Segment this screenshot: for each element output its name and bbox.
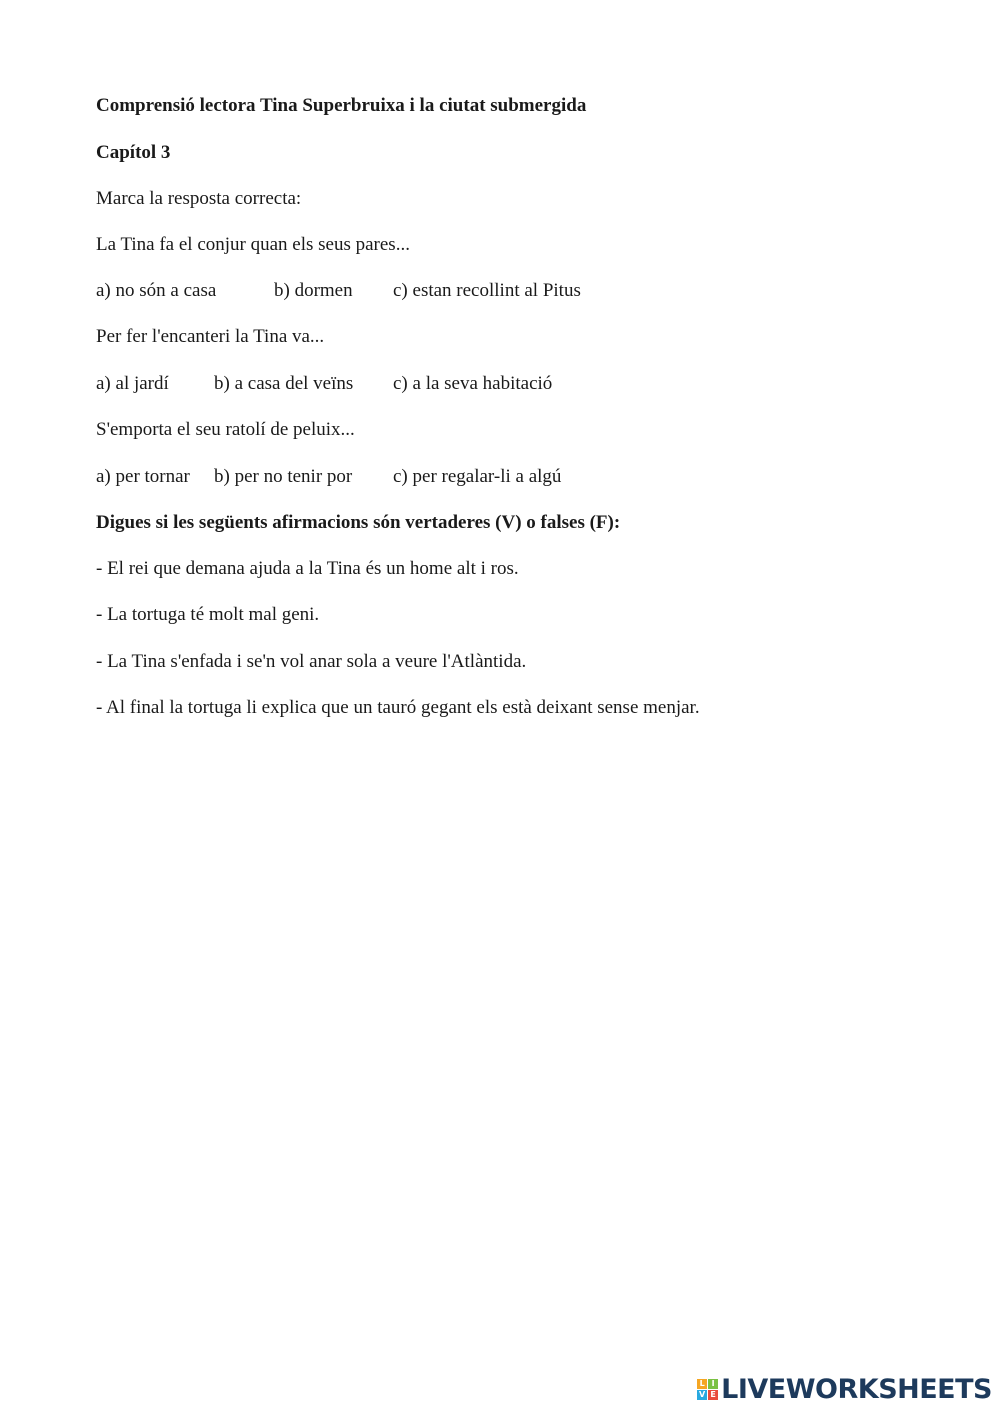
answer-option[interactable]: a) per tornar [96, 466, 190, 487]
logo-tile: E [708, 1390, 718, 1400]
instruction-text: Marca la resposta correcta: [96, 188, 302, 209]
logo-tile: I [708, 1379, 718, 1389]
logo-tile: V [699, 1389, 706, 1399]
answer-option[interactable]: c) estan recollint al Pitus [393, 280, 581, 301]
statement-item[interactable]: - La Tina s'enfada i se'n vol anar sola a veure l'Atlàntida. [96, 651, 527, 672]
question-prompt: S'emporta el seu ratolí de peluix... [96, 419, 355, 440]
liveworksheets-logo-icon [697, 1379, 718, 1400]
answer-option[interactable]: b) a casa del veïns [214, 373, 354, 394]
answer-options [96, 277, 796, 305]
answer-option[interactable]: a) al jardí [96, 373, 169, 394]
question-prompt: La Tina fa el conjur quan els seus pares... [96, 234, 410, 255]
question-prompt: Per fer l'encanteri la Tina va... [96, 326, 325, 347]
liveworksheets-logo [697, 1371, 992, 1407]
logo-tile: L [697, 1379, 707, 1389]
answer-option[interactable]: a) no són a casa [96, 280, 217, 301]
answer-option[interactable]: b) per no tenir por [214, 466, 353, 487]
statement-item[interactable]: - El rei que demana ajuda a la Tina és un home alt i ros. [96, 558, 519, 579]
answer-option[interactable]: b) dormen [274, 280, 353, 301]
answer-option[interactable]: c) a la seva habitació [393, 373, 553, 394]
chapter-heading: Capítol 3 [96, 142, 171, 163]
true-false-heading: Digues si les següents afirmacions són vertaderes (V) o falses (F): [96, 512, 621, 533]
statement-item[interactable]: - Al final la tortuga li explica que un tauró gegant els està deixant sense menjar. [96, 697, 700, 718]
worksheet-title: Comprensió lectora Tina Superbruixa i la ciutat submergida [96, 95, 587, 116]
answer-options [96, 463, 796, 491]
statement-item[interactable]: - La tortuga té molt mal geni. [96, 604, 320, 625]
answer-option[interactable]: c) per regalar-li a algú [393, 466, 562, 487]
answer-options [96, 370, 796, 398]
liveworksheets-logo-text: LIVEWORKSHEETS [721, 1373, 992, 1405]
